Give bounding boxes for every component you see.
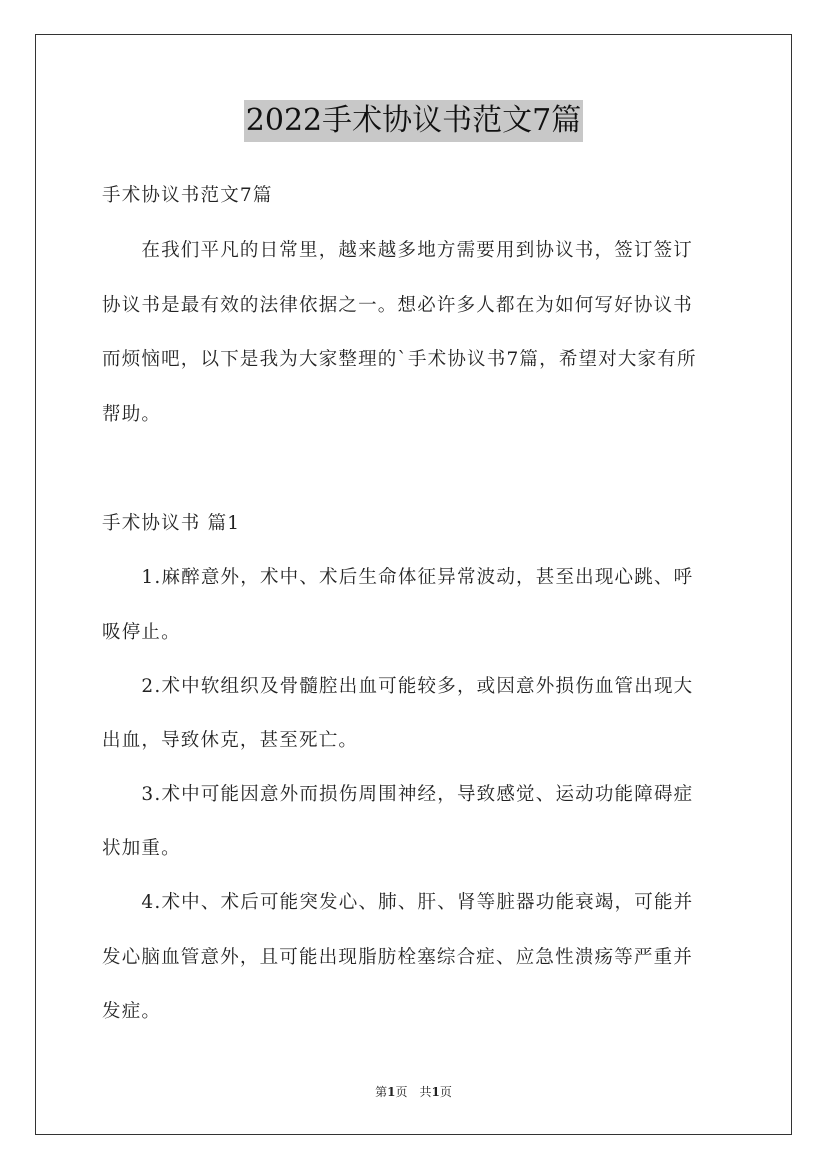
document-title: 2022手术协议书范文7篇 [244,100,583,142]
item-1-line-2: 吸停止。 [102,622,181,643]
item-4-line-2: 发心脑血管意外，且可能出现脂肪栓塞综合症、应急性溃疡等严重并 [102,947,694,968]
item-3-line-1: 3.术中可能因意外而损伤周围神经，导致感觉、运动功能障碍症 [102,784,694,805]
page-footer [0,1083,827,1100]
subtitle: 手术协议书范文7篇 [102,185,273,206]
footer-page-number: 1 [387,1085,396,1099]
intro-line: 帮助。 [102,404,162,425]
footer-suffix: 页 [439,1085,452,1099]
footer-prefix: 第 [375,1085,388,1099]
item-2-line-1: 2.术中软组织及骨髓腔出血可能较多，或因意外损伤血管出现大 [102,676,694,697]
item-2-line-2: 出血，导致休克，甚至死亡。 [102,730,359,751]
section-heading: 手术协议书 篇1 [102,513,241,534]
item-1-line-1: 1.麻醉意外，术中、术后生命体征异常波动，甚至出现心跳、呼 [102,567,694,588]
document-title-container [0,100,827,142]
item-3-line-2: 状加重。 [102,838,181,859]
footer-mid: 页 共 [395,1085,432,1099]
item-4-line-3: 发症。 [102,1001,162,1022]
intro-line: 协议书是最有效的法律依据之一。想必许多人都在为如何写好协议书 [102,295,694,316]
footer-page-total: 1 [431,1085,440,1099]
item-4-line-1: 4.术中、术后可能突发心、肺、肝、肾等脏器功能衰竭，可能并 [102,892,694,913]
intro-line: 在我们平凡的日常里，越来越多地方需要用到协议书，签订签订 [102,240,694,261]
intro-line: 而烦恼吧，以下是我为大家整理的`手术协议书7篇，希望对大家有所 [102,349,697,370]
